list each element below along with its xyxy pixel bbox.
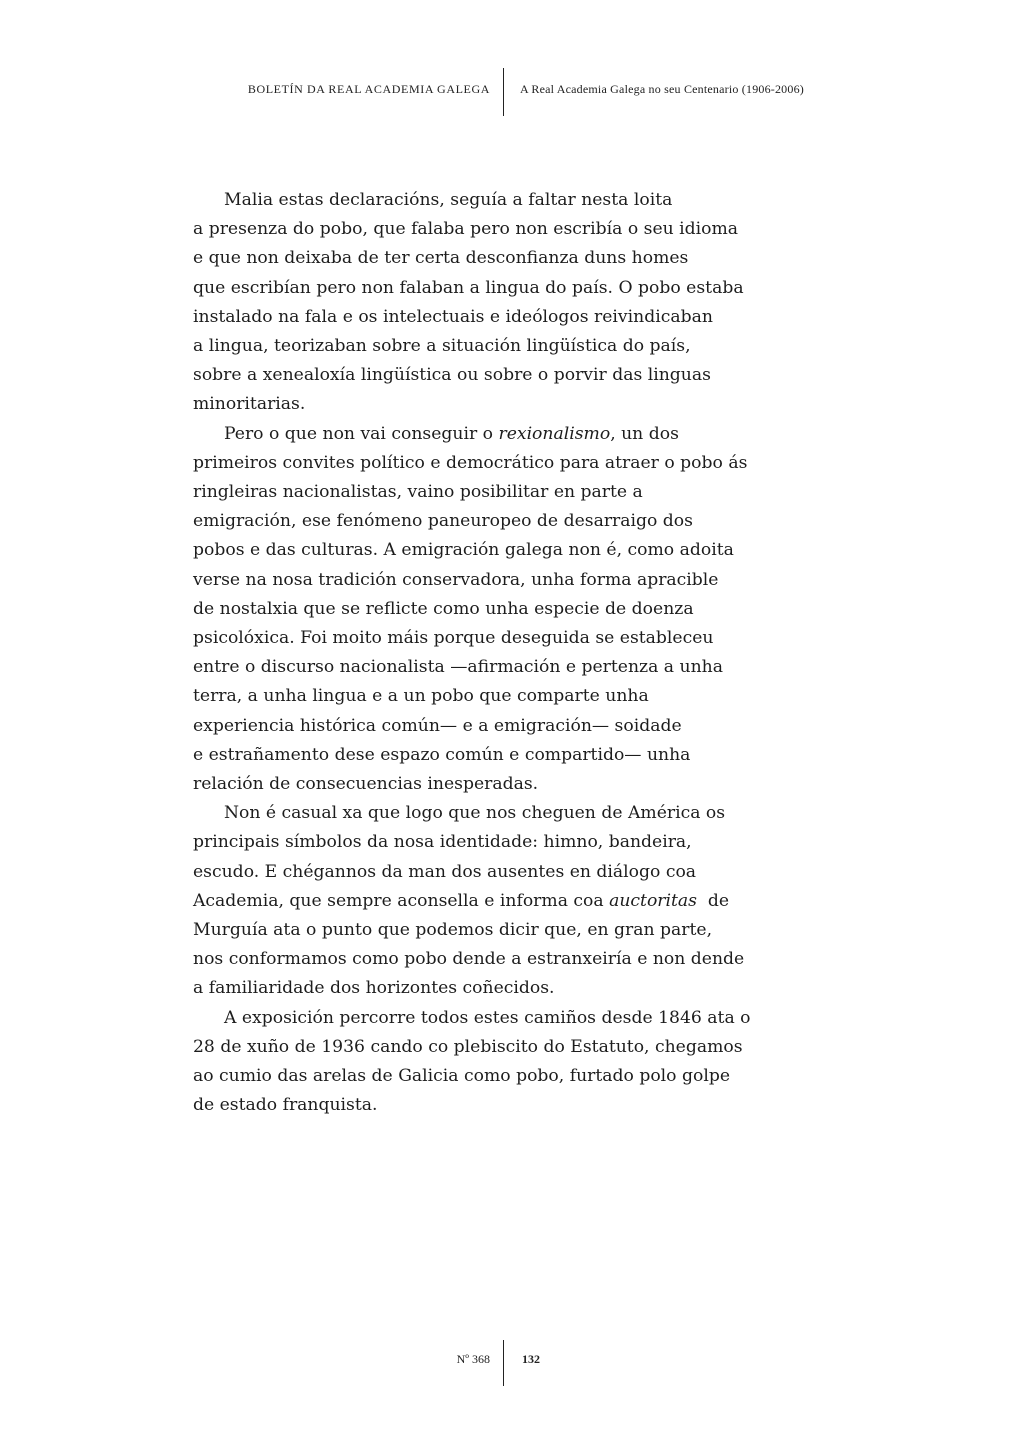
text-line: a lingua, teorizaban sobre a situación lingüística do país, — [193, 336, 691, 357]
italic-term: auctoritas — [609, 890, 697, 911]
text-line: terra, a unha lingua e a un pobo que comparte unha — [193, 686, 649, 707]
issue-number: Nº 368 — [456, 1352, 490, 1366]
text-line — [193, 887, 853, 916]
running-header — [0, 62, 1010, 118]
text-line: psicolóxica. Foi moito máis porque deseguida se estableceu — [193, 628, 714, 649]
paragraph-1 — [193, 186, 853, 420]
text-line: e que non deixaba de ter certa desconfianza duns homes — [193, 248, 689, 269]
paragraph-4 — [193, 1004, 853, 1121]
text-line: ringleiras nacionalistas, vaino posibilitar en parte a — [193, 482, 643, 503]
text-line: escudo. E chégannos da man dos ausentes en diálogo coa — [193, 861, 697, 882]
text-line: Murguía ata o punto que podemos dicir que, en gran parte, — [193, 920, 713, 941]
body-text — [193, 186, 853, 1121]
text-line: de estado franquista. — [193, 1095, 378, 1116]
text-line: verse na nosa tradición conservadora, unha forma apracible — [193, 569, 719, 590]
text-line: 28 de xuño de 1936 cando co plebiscito do Estatuto, chegamos — [193, 1036, 743, 1057]
text-line: A exposición percorre todos estes camiños desde 1846 ata o — [224, 1007, 751, 1028]
paragraph-2 — [193, 420, 853, 800]
text-line: principais símbolos da nosa identidade: himno, bandeira, — [193, 832, 692, 853]
page-number: 132 — [522, 1352, 540, 1366]
text-line: nos conformamos como pobo dende a estranxeiría e non dende — [193, 949, 745, 970]
text-line: a familiaridade dos horizontes coñecidos. — [193, 978, 555, 999]
text-line: e estrañamento dese espazo común e compartido— unha — [193, 744, 691, 765]
text-line: a presenza do pobo, que falaba pero non escribía o seu idioma — [193, 219, 739, 240]
text-line: entre o discurso nacionalista —afirmación e pertenza a unha — [193, 657, 723, 678]
journal-name: BOLETÍN DA REAL ACADEMIA GALEGA — [247, 82, 490, 96]
text-run: de — [696, 890, 730, 911]
text-line: ao cumio das arelas de Galicia como pobo, furtado polo golpe — [193, 1066, 731, 1087]
text-line: relación de consecuencias inesperadas. — [193, 774, 539, 795]
text-line: instalado na fala e os intelectuais e ideólogos reivindicaban — [193, 306, 713, 327]
footer-divider — [503, 1340, 504, 1386]
text-run: Pero o que non vai conseguir o — [224, 423, 499, 444]
text-line: emigración, ese fenómeno paneuropeo de desarraigo dos — [193, 511, 693, 532]
text-line: Malia estas declaracións, seguía a faltar nesta loita — [224, 190, 673, 210]
publication-title: A Real Academia Galega no seu Centenario (1906-2006) — [520, 82, 804, 96]
italic-term: rexionalismo — [498, 423, 611, 444]
text-line — [193, 420, 853, 449]
text-line: que escribían pero non falaban a lingua do país. O pobo estaba — [193, 277, 744, 298]
text-line: Non é casual xa que logo que nos cheguen de América os — [224, 803, 726, 824]
page-footer — [0, 1340, 1010, 1388]
text-line: de nostalxia que se reflicte como unha especie de doenza — [193, 598, 694, 619]
text-run: , un dos — [610, 423, 679, 444]
header-divider — [503, 68, 504, 116]
text-run: Academia, que sempre aconsella e informa coa — [193, 890, 610, 911]
text-line: pobos e das culturas. A emigración galega non é, como adoita — [193, 540, 734, 561]
text-line: primeiros convites político e democrático para atraer o pobo ás — [193, 452, 748, 473]
text-line: experiencia histórica común— e a emigración— soidade — [193, 715, 682, 736]
text-line: sobre a xenealoxía lingüística ou sobre o porvir das linguas — [193, 365, 711, 386]
paragraph-3 — [193, 799, 853, 1003]
text-line: minoritarias. — [193, 394, 306, 415]
